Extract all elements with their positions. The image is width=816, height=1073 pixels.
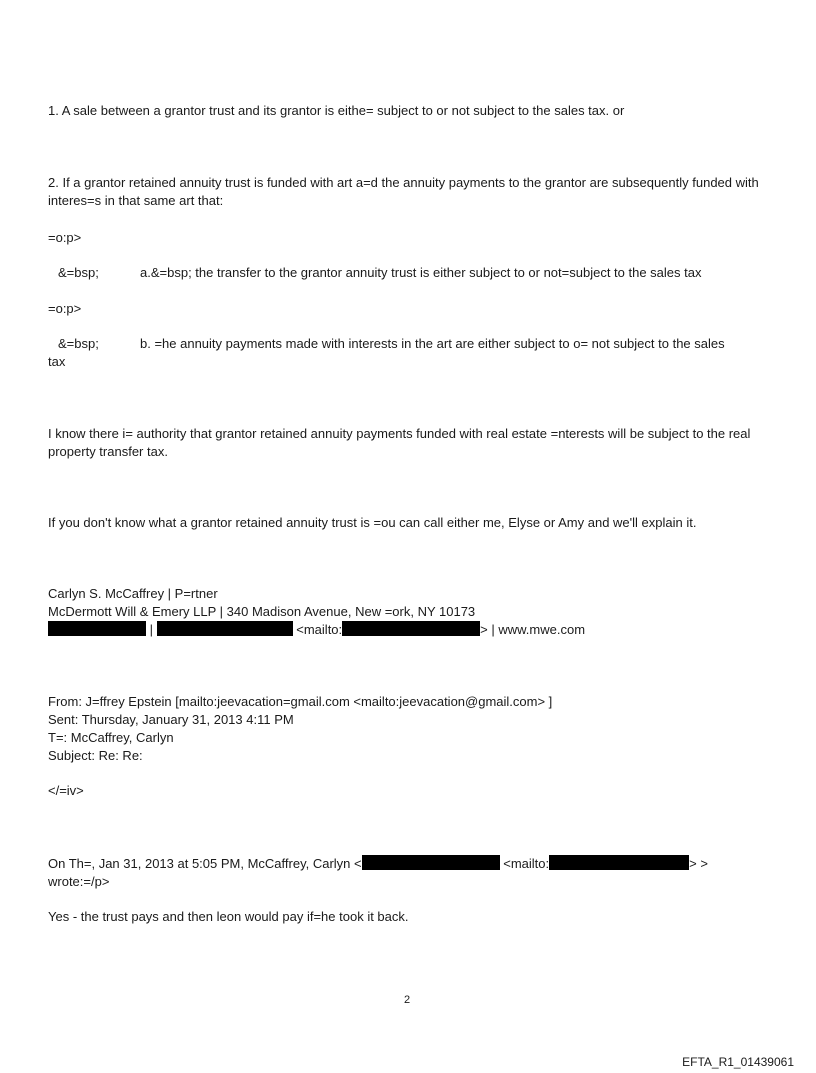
reply-text: Yes - the trust pays and then leon would pay if=he took it back.: [48, 909, 409, 924]
quote-attribution: [48, 855, 708, 873]
signature-name: Carlyn S. McCaffrey | P=rtner: [48, 586, 218, 601]
redaction-box: [549, 855, 689, 870]
item-b: [48, 335, 725, 353]
redaction-box: [48, 621, 146, 636]
paragraph-3: I know there i= authority that grantor retained annuity payments funded with real estate =nterests will be subject to the real property transfer tax.: [48, 426, 751, 459]
header-from: From: J=ffrey Epstein [mailto:jeevacation=gmail.com <mailto:jeevacation@gmail.com> ]: [48, 694, 553, 709]
item-a-prefix: &=bsp;: [58, 265, 99, 280]
div-close-marker: </=iv>: [48, 783, 84, 798]
quote-wrote: wrote:=/p>: [48, 874, 110, 889]
header-subject: Subject: Re: Re:: [48, 748, 143, 763]
signature-website: > | www.mwe.com: [480, 622, 586, 637]
item-b-continuation: tax: [48, 354, 66, 369]
signature-contact: [48, 621, 585, 639]
page-number: 2: [404, 994, 411, 1006]
signature-firm: McDermott Will & Emery LLP | 340 Madison Avenue, New =ork, NY 10173: [48, 604, 476, 619]
paragraph-2: 2. If a grantor retained annuity trust is funded with art a=d the annuity payments to the grantor are subsequently funded with interes=s in that same art that:: [48, 175, 759, 208]
redaction-box: [362, 855, 500, 870]
paragraph-1: 1. A sale between a grantor trust and its grantor is eithe= subject to or not subject to the sales tax. or: [48, 103, 625, 118]
document-id: EFTA_R1_01439061: [682, 1055, 794, 1069]
item-b-prefix: &=bsp;: [58, 336, 99, 351]
op-marker-2: =o:p>: [48, 301, 82, 316]
quote-prefix: On Th=, Jan 31, 2013 at 5:05 PM, McCaffrey, Carlyn <: [48, 856, 362, 871]
paragraph-4: If you don't know what a grantor retained annuity trust is =ou can call either me, Elyse or Amy and we'll explain it.: [48, 515, 697, 530]
quote-mailto: <mailto:: [503, 856, 550, 871]
signature-mailto: <mailto:: [296, 622, 343, 637]
header-sent: Sent: Thursday, January 31, 2013 4:11 PM: [48, 712, 294, 727]
item-b-text: b. =he annuity payments made with interests in the art are either subject to o= not subject to the sales: [140, 336, 725, 351]
header-to: T=: McCaffrey, Carlyn: [48, 730, 174, 745]
signature-separator: |: [149, 622, 154, 637]
op-marker-1: =o:p>: [48, 230, 82, 245]
item-a: [48, 264, 701, 282]
item-a-text: a.&=bsp; the transfer to the grantor annuity trust is either subject to or not=subject to the sales tax: [140, 265, 702, 280]
redaction-box: [157, 621, 293, 636]
quote-end: > >: [689, 856, 708, 871]
redaction-box: [342, 621, 480, 636]
